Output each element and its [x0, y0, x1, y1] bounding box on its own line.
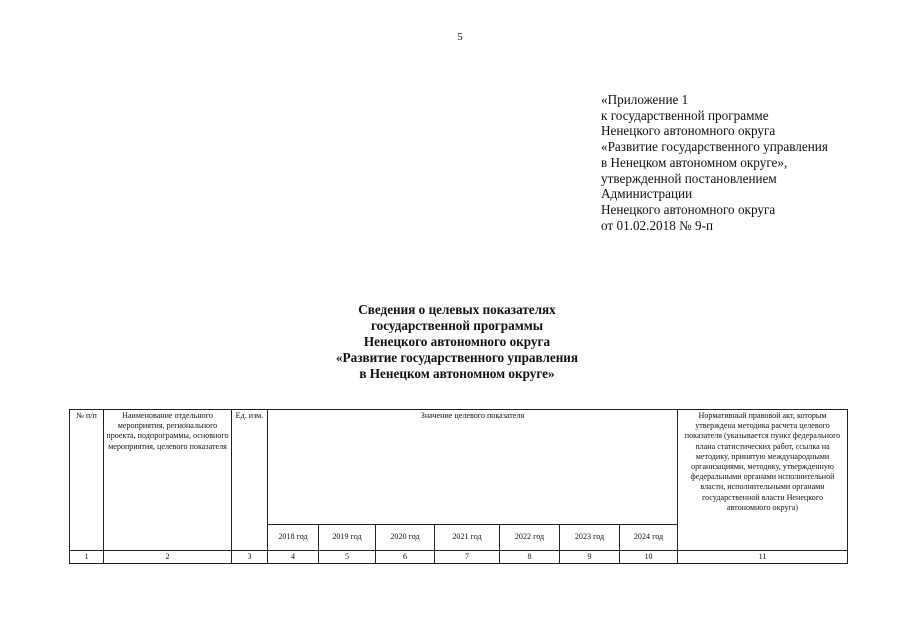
year-cell: 2024 год [620, 525, 678, 551]
appendix-line: в Ненецком автономном округе», [601, 154, 788, 170]
table-header-row [70, 410, 848, 525]
header-name: Наименование отдельного мероприятия, регионального проекта, подпрограммы, основного мероприятия, целевого показателя [104, 410, 232, 551]
title-line: Сведения о целевых показателях [358, 302, 556, 317]
title-line: Ненецкого автономного округа [363, 334, 551, 350]
column-number: 11 [678, 551, 848, 564]
title-line: в Ненецком автономном округе» [359, 366, 555, 382]
column-number: 3 [232, 551, 268, 564]
column-number: 4 [268, 551, 319, 564]
page-number: 5 [457, 31, 463, 43]
year-cell: 2021 год [435, 525, 500, 551]
column-number: 2 [104, 551, 232, 564]
column-number: 5 [319, 551, 376, 564]
year-cell: 2023 год [560, 525, 620, 551]
header-value: Значение целевого показателя [268, 410, 678, 525]
appendix-line: от 01.02.2018 № 9-п [601, 217, 714, 233]
year-cell: 2022 год [500, 525, 560, 551]
appendix-line: утвержденной постановлением [601, 170, 777, 186]
appendix-line: Ненецкого автономного округа [601, 123, 776, 139]
title-line: государственной программы [371, 318, 543, 334]
column-number: 8 [500, 551, 560, 564]
document-title [262, 302, 652, 382]
indicators-table [69, 409, 848, 564]
header-act: Нормативный правовой акт, которым утверждена методика расчета целевого показателя (указывается пункт федерального плана статистических работ, ссылка на методику, принятую международными организациями, методику, утвержденную федеральными органами исполнительной власти, исполнительными органами государственной власти Ненецкого автономного округа) [678, 410, 848, 551]
appendix-line: к государственной программе [601, 107, 769, 123]
year-cell: 2018 год [268, 525, 319, 551]
header-unit: Ед. изм. [232, 410, 268, 551]
column-number: 1 [70, 551, 104, 564]
year-cell: 2020 год [376, 525, 435, 551]
year-cell: 2019 год [319, 525, 376, 551]
table-column-numbers-row [70, 551, 848, 564]
appendix-line: «Приложение 1 [601, 92, 689, 107]
column-number: 6 [376, 551, 435, 564]
column-number: 10 [620, 551, 678, 564]
header-num: № п/п [70, 410, 104, 551]
title-line: «Развитие государственного управления [335, 350, 579, 366]
appendix-header [601, 92, 901, 233]
appendix-line: «Развитие государственного управления [601, 139, 828, 155]
appendix-line: Ненецкого автономного округа [601, 201, 776, 217]
column-number: 9 [560, 551, 620, 564]
appendix-line: Администрации [601, 186, 693, 202]
column-number: 7 [435, 551, 500, 564]
